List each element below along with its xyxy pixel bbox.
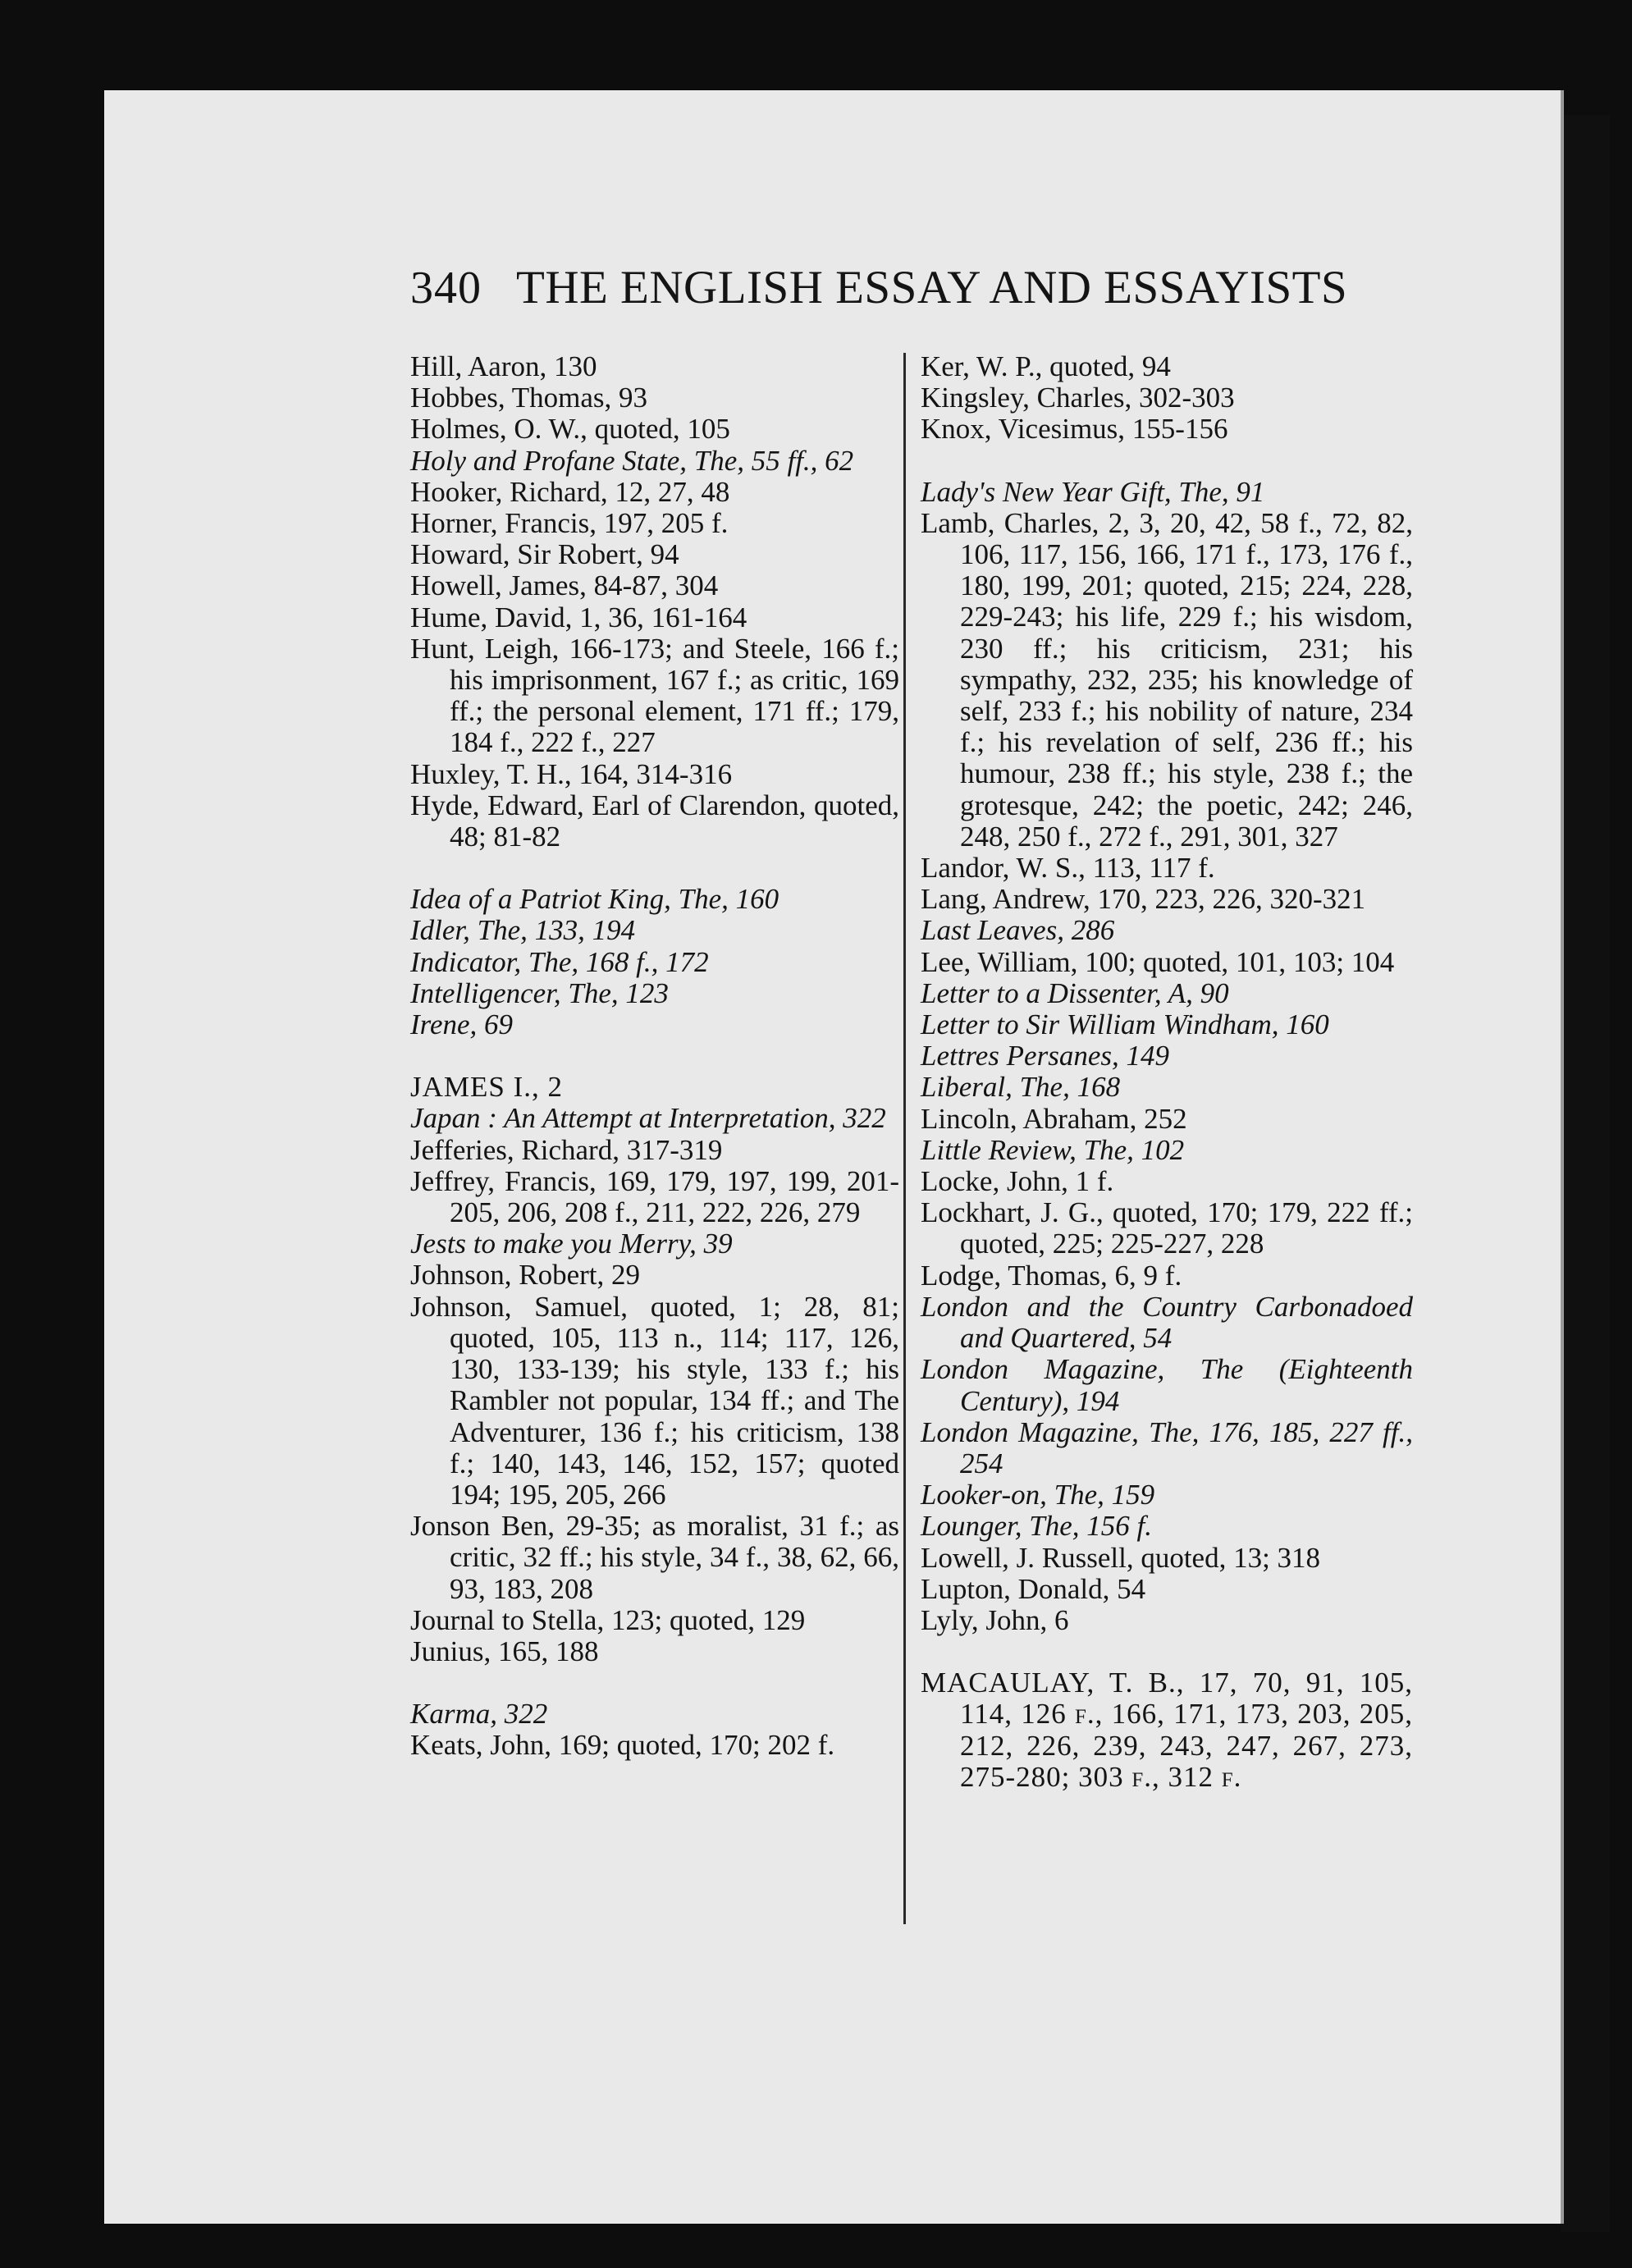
index-entry: Horner, Francis, 197, 205 f. <box>410 507 729 540</box>
index-entry: JAMES I., 2 <box>410 1071 564 1104</box>
index-entry: Ker, W. P., quoted, 94 <box>921 350 1171 382</box>
index-entry: Lupton, Donald, 54 <box>921 1572 1146 1605</box>
index-entry: Last Leaves, 286 <box>921 914 1115 947</box>
index-entry: Howard, Sir Robert, 94 <box>410 538 679 571</box>
index-entry: Landor, W. S., 113, 117 f. <box>921 852 1215 885</box>
index-entry: Holy and Profane State, The, 55 ff., 62 <box>410 444 854 477</box>
index-entry: Jonson Ben, 29-35; as moralist, 31 f.; as critic, 32 ff.; his style, 34 f., 38, 62, 66, 93, 183, 208 <box>410 1510 899 1605</box>
page-header <box>410 261 1394 335</box>
index-entry: Locke, John, 1 f. <box>921 1165 1114 1198</box>
index-entry: Lyly, John, 6 <box>921 1603 1069 1636</box>
column-divider <box>903 353 906 1924</box>
index-entry: Lettres Persanes, 149 <box>921 1040 1169 1072</box>
index-entry: Lang, Andrew, 170, 223, 226, 320-321 <box>921 883 1366 916</box>
index-entry: Karma, 322 <box>410 1698 548 1731</box>
index-entry: Lady's New Year Gift, The, 91 <box>921 475 1265 508</box>
index-entry: Jeffrey, Francis, 169, 179, 197, 199, 201-205, 206, 208 f., 211, 222, 226, 279 <box>410 1164 899 1229</box>
index-entry: Keats, John, 169; quoted, 170; 202 f. <box>410 1729 835 1762</box>
section-gap <box>410 853 899 884</box>
index-entry: Kingsley, Charles, 302-303 <box>921 382 1235 414</box>
index-entry: London Magazine, The, 176, 185, 227 ff., 254 <box>921 1415 1413 1479</box>
index-entry: Junius, 165, 188 <box>410 1635 599 1667</box>
index-entry: Hyde, Edward, Earl of Clarendon, quoted, 48; 81-82 <box>410 789 899 853</box>
section-gap <box>921 1636 1413 1667</box>
index-entry: MACAULAY, T. B., 17, 70, 91, 105, 114, 126 f., 166, 171, 173, 203, 205, 212, 226, 239, 243, 247, 267, 273, 275-280; 303 f., 312 f. <box>921 1667 1413 1793</box>
index-entry: Journal to Stella, 123; quoted, 129 <box>410 1603 806 1636</box>
index-entry: Little Review, The, 102 <box>921 1133 1185 1166</box>
index-entry: Hill, Aaron, 130 <box>410 350 597 382</box>
index-entry: Looker-on, The, 159 <box>921 1479 1155 1511</box>
index-entry: Lounger, The, 156 f. <box>921 1510 1152 1543</box>
index-entry: Irene, 69 <box>410 1008 514 1041</box>
index-entry: Lockhart, J. G., quoted, 170; 179, 222 ff.; quoted, 225; 225-227, 228 <box>921 1196 1413 1260</box>
index-entry: Idler, The, 133, 194 <box>410 914 636 947</box>
index-entry: Japan : An Attempt at Interpretation, 322 <box>410 1102 886 1135</box>
index-entry: Intelligencer, The, 123 <box>410 976 669 1009</box>
page-number: 340 <box>410 263 482 313</box>
index-entry: Knox, Vicesimus, 155-156 <box>921 413 1228 446</box>
index-entry: Lowell, J. Russell, quoted, 13; 318 <box>921 1541 1321 1574</box>
adjacent-page-edge <box>1561 115 1610 2232</box>
index-entry: Letter to Sir William Windham, 160 <box>921 1008 1329 1041</box>
index-entry: Jests to make you Merry, 39 <box>410 1228 733 1260</box>
section-gap <box>921 446 1413 477</box>
index-entry: Howell, James, 84-87, 304 <box>410 569 719 602</box>
index-entry: Hobbes, Thomas, 93 <box>410 382 648 414</box>
index-entry: Jefferies, Richard, 317-319 <box>410 1133 723 1166</box>
index-column-left <box>410 351 899 1762</box>
section-gap <box>410 1040 899 1072</box>
index-entry: Hunt, Leigh, 166-173; and Steele, 166 f.; his imprisonment, 167 f.; as critic, 169 ff.; the personal element, 171 ff.; 179, 184 f., 222 f., 227 <box>410 632 899 759</box>
index-entry: Hume, David, 1, 36, 161-164 <box>410 601 747 633</box>
index-entry: Idea of a Patriot King, The, 160 <box>410 883 779 916</box>
index-entry: Lincoln, Abraham, 252 <box>921 1102 1187 1135</box>
index-column-right <box>921 351 1413 1793</box>
index-entry: Lamb, Charles, 2, 3, 20, 42, 58 f., 72, 82, 106, 117, 156, 166, 171 f., 173, 176 f., 180, 199, 201; quoted, 215; 224, 228, 229-243; his life, 229 f.; his wisdom, 230 ff.; his criticism, 231; his sympathy, 232, 235; his knowledge of self, 233 f.; his nobility of nature, 234 f.; his revelation of self, 236 ff.; his humour, 238 ff.; his style, 238 f.; the grotesque, 242; the poetic, 242; 246, 248, 250 f., 272 f., 291, 301, 327 <box>921 506 1413 853</box>
index-entry: Huxley, T. H., 164, 314-316 <box>410 757 733 790</box>
index-entry: Lodge, Thomas, 6, 9 f. <box>921 1259 1182 1292</box>
index-entry: Hooker, Richard, 12, 27, 48 <box>410 475 730 508</box>
index-entry: Letter to a Dissenter, A, 90 <box>921 976 1229 1009</box>
index-entry: Liberal, The, 168 <box>921 1071 1121 1104</box>
index-entry: Indicator, The, 168 f., 172 <box>410 945 709 978</box>
index-entry: Johnson, Samuel, quoted, 1; 28, 81; quoted, 105, 113 n., 114; 117, 126, 130, 133-139; his style, 133 f.; his Rambler not popular, 134 ff.; and The Adventurer, 136 f.; his criticism, 138 f.; 140, 143, 146, 152, 157; quoted 194; 195, 205, 266 <box>410 1290 899 1511</box>
index-entry: London and the Country Carbonadoed and Quartered, 54 <box>921 1290 1413 1355</box>
index-entry: Holmes, O. W., quoted, 105 <box>410 413 730 446</box>
running-title: THE ENGLISH ESSAY AND ESSAYISTS <box>516 262 1348 313</box>
section-gap <box>410 1667 899 1699</box>
index-entry: Johnson, Robert, 29 <box>410 1259 640 1292</box>
index-entry: Lee, William, 100; quoted, 101, 103; 104 <box>921 945 1395 978</box>
index-entry: London Magazine, The (Eighteenth Century), 194 <box>921 1353 1413 1417</box>
